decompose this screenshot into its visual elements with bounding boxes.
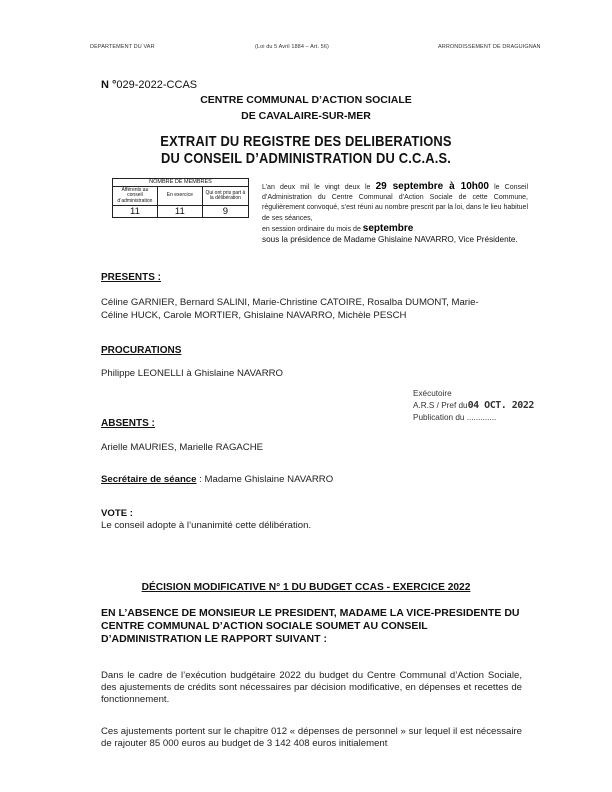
vote-label: VOTE : xyxy=(101,508,133,519)
absents-label: ABSENTS : xyxy=(101,418,155,429)
members-value-exercice: 11 xyxy=(157,206,202,218)
document-number-value: 029-2022-CCAS xyxy=(116,79,198,91)
executoire-label: Exécutoire xyxy=(413,389,452,398)
secretaire-label: Secrétaire de séance xyxy=(101,474,197,485)
secretaire-line xyxy=(101,474,333,485)
secretaire-text: : Madame Ghislaine NAVARRO xyxy=(199,474,334,485)
executoire-block xyxy=(413,388,534,424)
members-col-deliberation: Qui ont pris part à la délibération xyxy=(202,187,248,206)
org-line-2: DE CAVALAIRE-SUR-MER xyxy=(241,110,371,122)
meeting-intro xyxy=(262,182,528,246)
intro-part-1: L’an deux mil le vingt deux le xyxy=(262,184,371,191)
decision-title: DÉCISION MODIFICATIVE N° 1 DU BUDGET CCAS - EXERCICE 2022 xyxy=(141,582,471,593)
document-number xyxy=(101,79,197,91)
members-col-exercice: En exercice xyxy=(157,187,202,206)
presents-line-2: Céline HUCK, Carole MORTIER, Ghislaine NAVARRO, Michèle PESCH xyxy=(101,310,407,321)
body-paragraph-2: Ces ajustements portent sur le chapitre 012 « dépenses de personnel » sur lequel il est nécessaire de rajouter 85 000 euros au budget de 3 142 408 euros initialement xyxy=(101,726,522,750)
absents-text: Arielle MAURIES, Marielle RAGACHE xyxy=(101,442,264,453)
absence-statement: EN L’ABSENCE DE MONSIEUR LE PRESIDENT, MADAME LA VICE-PRESIDENTE DU CENTRE COMMUNAL D’ACTION SOCIALE SOUMET AU CONSEIL D’ADMINISTRATION LE RAPPORT SUIVANT : xyxy=(101,607,520,645)
intro-part-2: le Conseil d’Administration du Centre Communal d’Action Sociale de cette Commune, régulièrement convoqué, s’est réuni au nombre prescrit par la loi, dans le lieu habituel de ses séances, xyxy=(262,184,529,222)
meeting-month: septembre xyxy=(362,222,414,234)
members-table xyxy=(112,178,249,218)
procurations-label: PROCURATIONS xyxy=(101,345,182,356)
procurations-text: Philippe LEONELLI à Ghislaine NAVARRO xyxy=(101,368,284,379)
executoire-stamp-date: 04 OCT. 2022 xyxy=(467,400,534,411)
intro-part-4: sous la présidence de Madame Ghislaine NAVARRO, Vice Présidente. xyxy=(262,235,518,245)
title-line-1: EXTRAIT DU REGISTRE DES DELIBERATIONS xyxy=(160,133,452,150)
body-paragraph-1: Dans le cadre de l’exécution budgétaire 2022 du budget du Centre Communal d’Action Sociale, des ajustements de crédits sont nécessaires par décision modificative, en dépenses et recettes de fonctionnement. xyxy=(101,670,522,706)
members-value-deliberation: 9 xyxy=(202,206,248,218)
members-col-afferents: Afférents au conseil d’administration xyxy=(113,187,158,206)
header-law: (Loi du 5 Avril 1884 – Art. 56) xyxy=(255,44,329,50)
members-value-afferents: 11 xyxy=(113,206,158,218)
executoire-publication: Publication du ............. xyxy=(413,413,497,422)
title-line-2: DU CONSEIL D’ADMINISTRATION DU C.C.A.S. xyxy=(160,150,452,167)
header-arrondissement: ARRONDISSEMENT DE DRAGUIGNAN xyxy=(438,44,541,50)
members-table-heading: NOMBRE DE MEMBRES xyxy=(113,179,249,187)
vote-text: Le conseil adopte à l’unanimité cette délibération. xyxy=(101,520,312,531)
presents-label: PRESENTS : xyxy=(101,272,162,283)
org-line-1: CENTRE COMMUNAL D’ACTION SOCIALE xyxy=(200,94,412,106)
meeting-date: 29 septembre à 10h00 xyxy=(375,181,489,192)
intro-part-3: en session ordinaire du mois de xyxy=(262,225,361,233)
executoire-pref-label: A.R.S / Pref du xyxy=(413,401,468,410)
document-number-prefix: N ° xyxy=(101,79,117,91)
presents-line-1: Céline GARNIER, Bernard SALINI, Marie-Christine CATOIRE, Rosalba DUMONT, Marie- xyxy=(101,297,479,308)
header-department: DEPARTEMENT DU VAR xyxy=(90,44,155,50)
